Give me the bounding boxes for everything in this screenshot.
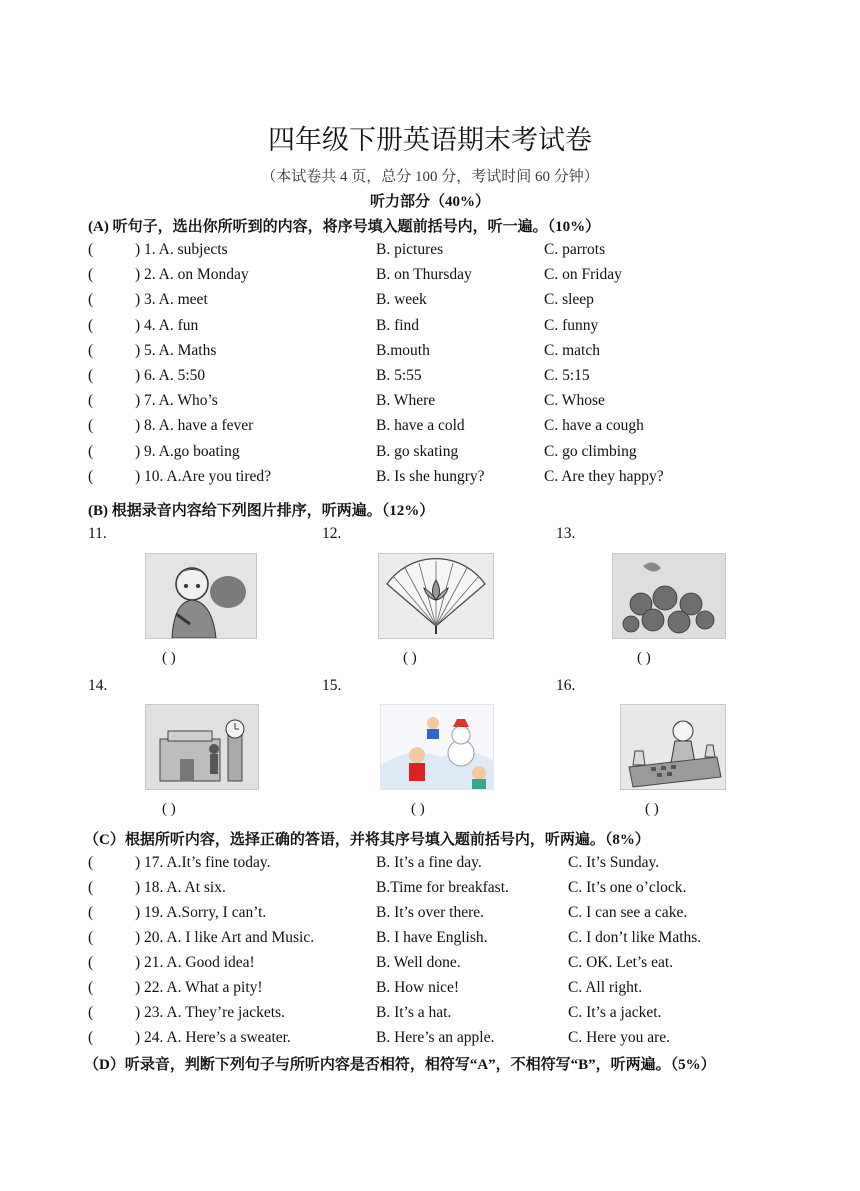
option-c: C. match [544, 341, 600, 359]
option-c: C. OK. Let’s eat. [568, 954, 674, 971]
option-a: ) 2. A. on Monday [135, 266, 249, 284]
picture-number: 14. [88, 677, 108, 694]
question-row [88, 879, 788, 901]
answer-bracket[interactable]: ( ) [411, 801, 425, 817]
section-c-heading: （C）根据所听内容，选择正确的答语，并将其序号填入题前括号内，听两遍。（8%） [84, 832, 650, 848]
option-c: C. parrots [544, 241, 606, 258]
option-a: ) 18. A. At six. [135, 879, 226, 896]
option-a: ) 8. A. have a fever [135, 417, 254, 435]
option-b: B. Is she hungry? [376, 467, 485, 485]
flowers-icon [612, 553, 726, 639]
option-b: B. It’s over there. [376, 904, 485, 921]
answer-blank[interactable]: ( [88, 1029, 94, 1046]
option-c: C. It’s Sunday. [568, 854, 660, 871]
option-a: ) 24. A. Here’s a sweater. [135, 1029, 291, 1046]
section-d-heading: （D）听录音，判断下列句子与所听内容是否相符，相符写“A”，不相符写“B”，听两遍。（5%） [84, 1057, 716, 1073]
question-row [88, 367, 788, 389]
picture-number: 16. [556, 677, 576, 694]
answer-blank[interactable]: ( [88, 291, 94, 309]
option-a: ) 9. A.go boating [135, 442, 240, 460]
question-row [88, 392, 788, 414]
answer-blank[interactable]: ( [88, 417, 94, 435]
question-row [88, 443, 788, 465]
option-a: ) 3. A. meet [135, 291, 208, 309]
option-c: C. 5:15 [544, 367, 590, 384]
question-row [88, 904, 788, 926]
snowman-kids-icon [380, 704, 494, 790]
option-c: C. go climbing [544, 442, 637, 460]
answer-bracket[interactable]: ( ) [162, 801, 176, 817]
option-b: B.Time for breakfast. [376, 879, 509, 896]
option-c: C. have a cough [544, 417, 644, 435]
option-a: ) 22. A. What a pity! [135, 979, 263, 996]
answer-blank[interactable]: ( [88, 879, 94, 896]
option-b: B. week [376, 291, 427, 309]
option-b: B. How nice! [376, 979, 460, 996]
boy-with-sack-icon [145, 553, 257, 639]
option-b: B.mouth [376, 341, 430, 359]
option-a: ) 6. A. 5:50 [135, 367, 206, 384]
option-b: B. have a cold [376, 417, 465, 435]
answer-blank[interactable]: ( [88, 929, 94, 946]
option-a: ) 17. A.It’s fine today. [135, 854, 271, 871]
answer-bracket[interactable]: ( ) [645, 801, 659, 817]
answer-blank[interactable]: ( [88, 467, 94, 485]
option-b: B. 5:55 [376, 367, 422, 384]
question-row [88, 241, 788, 263]
option-c: C. Whose [544, 392, 605, 410]
option-c: C. I don’t like Maths. [568, 929, 702, 946]
answer-bracket[interactable]: ( ) [403, 650, 417, 666]
picture-number: 15. [322, 677, 342, 694]
answer-blank[interactable]: ( [88, 442, 94, 460]
option-b: B. pictures [376, 241, 444, 258]
answer-blank[interactable]: ( [88, 904, 94, 921]
girl-lab-icon [620, 704, 726, 790]
option-a: ) 7. A. Who’s [135, 392, 218, 410]
option-b: B. go skating [376, 442, 459, 460]
answer-blank[interactable]: ( [88, 854, 94, 871]
option-c: C. on Friday [544, 266, 622, 284]
option-b: B. on Thursday [376, 266, 472, 284]
option-c: C. It’s one o’clock. [568, 879, 687, 896]
answer-blank[interactable]: ( [88, 266, 94, 284]
option-a: ) 20. A. I like Art and Music. [135, 929, 315, 946]
option-a: ) 19. A.Sorry, I can’t. [135, 904, 267, 921]
option-c: C. sleep [544, 291, 594, 309]
answer-blank[interactable]: ( [88, 979, 94, 996]
part-title: 听力部分（40%） [369, 194, 490, 210]
option-b: B. Here’s an apple. [376, 1029, 495, 1046]
exam-info: （本试卷共 4 页，总分 100 分，考试时间 60 分钟） [261, 169, 599, 185]
option-a: ) 5. A. Maths [135, 341, 217, 359]
question-row [88, 929, 788, 951]
answer-bracket[interactable]: ( ) [162, 650, 176, 666]
option-b: B. find [376, 316, 420, 334]
question-row [88, 854, 788, 876]
question-row [88, 1029, 788, 1051]
answer-blank[interactable]: ( [88, 367, 94, 384]
picture-number: 11. [88, 525, 107, 542]
question-row [88, 291, 788, 313]
option-c: C. I can see a cake. [568, 904, 688, 921]
answer-blank[interactable]: ( [88, 341, 94, 359]
option-a: ) 10. A.Are you tired? [135, 467, 272, 485]
option-c: C. All right. [568, 979, 643, 996]
answer-blank[interactable]: ( [88, 392, 94, 410]
question-row [88, 417, 788, 439]
option-b: B. I have English. [376, 929, 488, 946]
question-row [88, 979, 788, 1001]
answer-bracket[interactable]: ( ) [637, 650, 651, 666]
question-row [88, 317, 788, 339]
lotus-fan-icon [378, 553, 494, 639]
option-a: ) 23. A. They’re jackets. [135, 1004, 285, 1021]
question-row [88, 266, 788, 288]
answer-blank[interactable]: ( [88, 1004, 94, 1021]
option-b: B. It’s a hat. [376, 1004, 452, 1021]
option-c: C. funny [544, 316, 599, 334]
section-b-heading: (B) 根据录音内容给下列图片排序，听两遍。（12%） [88, 503, 435, 519]
question-row [88, 342, 788, 364]
question-row [88, 1004, 788, 1026]
answer-blank[interactable]: ( [88, 316, 94, 334]
option-b: B. Well done. [376, 954, 461, 971]
option-c: C. It’s a jacket. [568, 1004, 662, 1021]
option-a: ) 4. A. fun [135, 316, 199, 334]
picture-number: 12. [322, 525, 342, 542]
option-a: ) 21. A. Good idea! [135, 954, 255, 971]
section-a-heading: (A) 听句子，选出你所听到的内容，将序号填入题前括号内，听一遍。（10%） [88, 219, 601, 235]
answer-blank[interactable]: ( [88, 241, 94, 258]
option-a: ) 1. A. subjects [135, 241, 228, 258]
option-c: C. Here you are. [568, 1029, 670, 1046]
answer-blank[interactable]: ( [88, 954, 94, 971]
question-row [88, 954, 788, 976]
school-clock-icon [145, 704, 259, 790]
option-b: B. Where [376, 392, 436, 410]
question-row [88, 468, 788, 490]
page-title: 四年级下册英语期末考试卷 [268, 125, 592, 155]
option-b: B. It’s a fine day. [376, 854, 482, 871]
option-c: C. Are they happy? [544, 467, 664, 485]
picture-number: 13. [556, 525, 576, 542]
